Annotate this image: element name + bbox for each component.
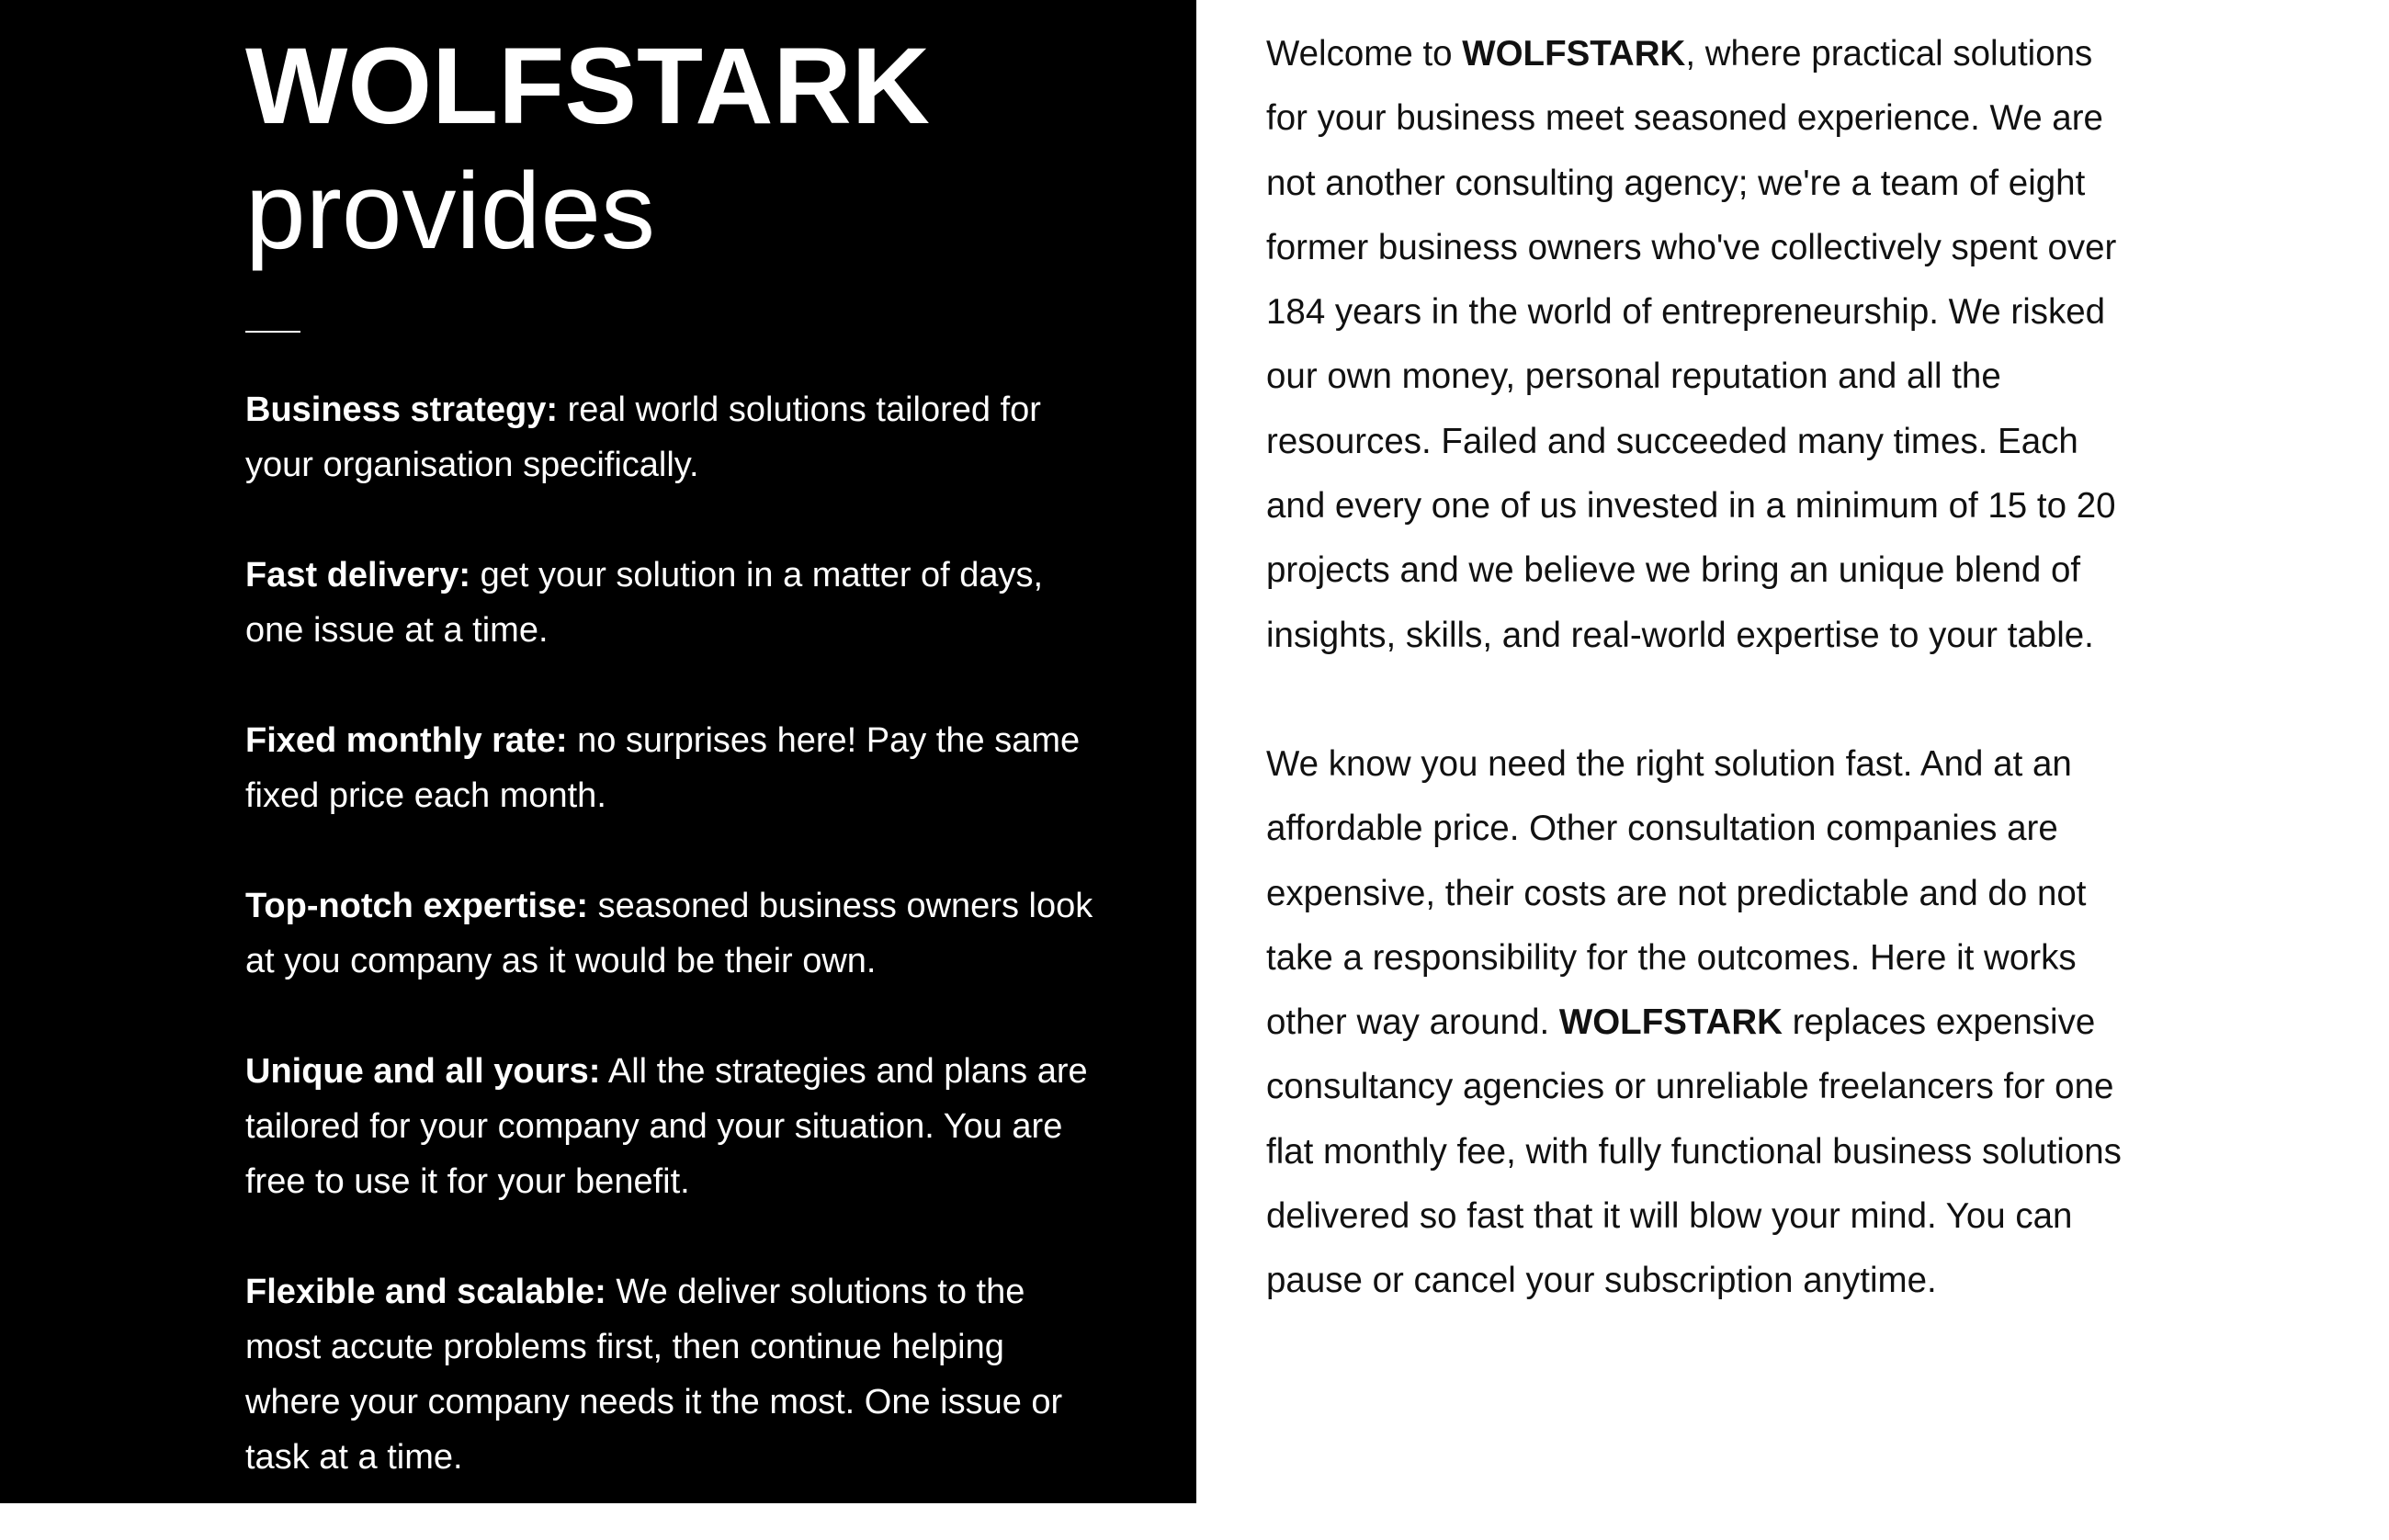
divider [245, 331, 300, 333]
feature-item [245, 382, 1100, 493]
headline-word: provides [245, 151, 656, 272]
feature-text: All the strategies and plans are tailored for your company and your situation. You are free to use it for your benefit. [245, 1052, 1088, 1201]
headline [245, 28, 1164, 270]
feature-list [245, 382, 1100, 1540]
intro-text-start: Welcome to [1266, 34, 1463, 74]
feature-title: Fast delivery: [245, 556, 470, 594]
headline-brand: WOLFSTARK [245, 26, 930, 147]
feature-item [245, 878, 1100, 989]
feature-item [245, 1264, 1100, 1485]
intro-paragraph [1266, 22, 2130, 668]
feature-item [245, 713, 1100, 823]
brand-name: WOLFSTARK [1462, 34, 1686, 74]
feature-text: seasoned business owners look at you company as it would be their own. [245, 887, 1093, 980]
feature-title: Top-notch expertise: [245, 887, 588, 925]
feature-title: Unique and all yours: [245, 1052, 601, 1091]
feature-title: Business strategy: [245, 391, 559, 429]
about-text [1266, 22, 2130, 1314]
feature-text: We deliver solutions to the most accute problems first, then continue helping where your company needs it the most. One issue or task at a time. [245, 1273, 1063, 1477]
intro-text-end: , where practical solutions for your business meet seasoned experience. We are not another consulting agency; we're a team of eight former business owners who've collectively spent over 184 years in the world of entrepreneurship. We risked our own money, personal reputation and all the resources. Failed and succeeded many times. Each and every one of us invested in a minimum of 15 to 20 projects and we believe we bring an unique blend of insights, skills, and real-world expertise to your table. [1266, 34, 2117, 655]
feature-title: Fixed monthly rate: [245, 721, 568, 760]
left-panel [0, 0, 1196, 1503]
value-text-end: replaces expensive consultancy agencies or unreliable freelancers for one flat monthly fee, with fully functional business solutions delivered so fast that it will blow your mind. You can pause or cancel your subscription anytime. [1266, 1002, 2122, 1301]
value-paragraph [1266, 732, 2130, 1314]
feature-text: no surprises here! Pay the same fixed price each month. [245, 721, 1081, 815]
feature-text: get your solution in a matter of days, one issue at a time. [245, 556, 1044, 650]
feature-title: Flexible and scalable: [245, 1273, 606, 1311]
feature-item [245, 1044, 1100, 1209]
feature-text: real world solutions tailored for your organisation specifically. [245, 391, 1041, 484]
brand-name: WOLFSTARK [1558, 1002, 1783, 1043]
value-text-start: We know you need the right solution fast. And at an affordable price. Other consultation companies are expensive, their costs are not predictable and do not take a responsibility for the outcomes. Here it works other way around. [1266, 743, 2087, 1043]
feature-item [245, 548, 1100, 658]
